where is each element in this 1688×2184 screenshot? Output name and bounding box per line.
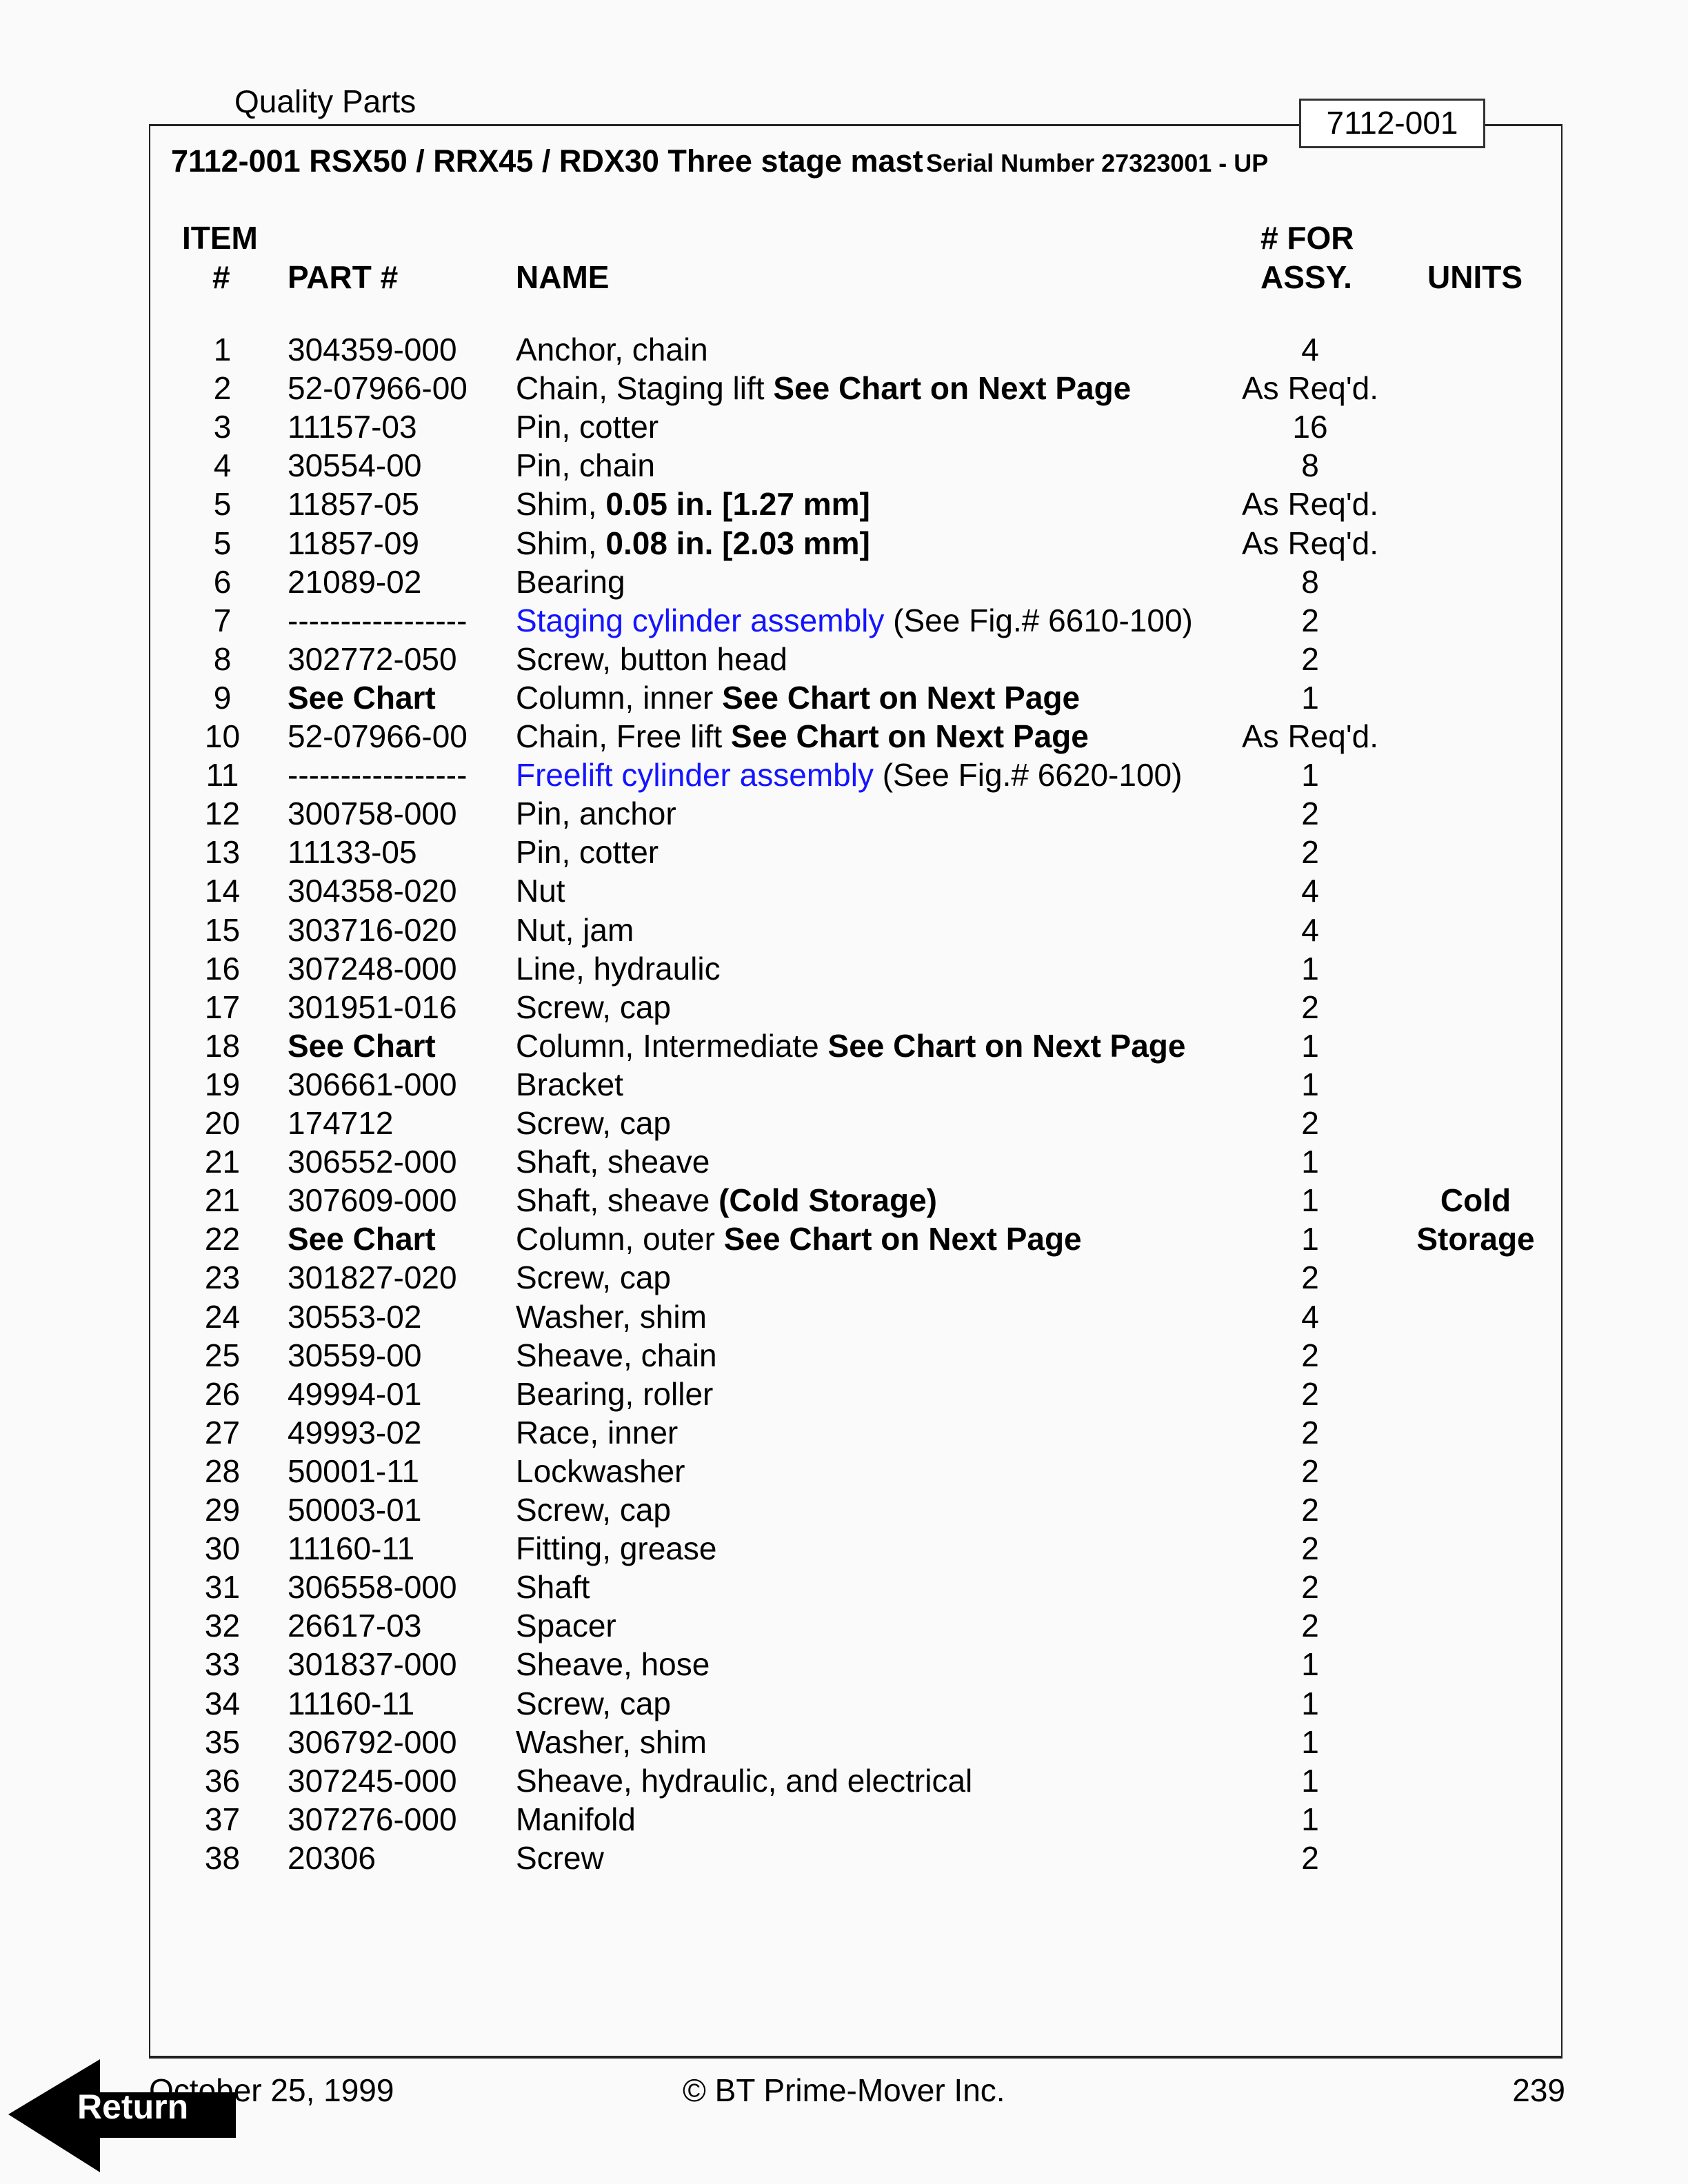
table-row — [0, 1298, 1688, 1337]
part-name-text: Line, hydraulic — [516, 950, 721, 987]
assembly-quantity: 2 — [1301, 1260, 1319, 1296]
table-row — [0, 331, 1688, 370]
part-number: 11857-09 — [288, 525, 419, 561]
assembly-quantity: 16 — [1292, 409, 1328, 445]
item-number: 15 — [204, 911, 241, 948]
assembly-quantity: 2 — [1301, 1105, 1319, 1141]
part-number: 302772-050 — [288, 640, 457, 677]
assembly-quantity: 2 — [1301, 640, 1319, 677]
part-number: 49994-01 — [288, 1375, 422, 1412]
part-name — [516, 331, 708, 368]
part-number: See Chart — [288, 679, 436, 716]
table-row — [0, 408, 1688, 447]
part-name-text: Lockwasher — [516, 1453, 685, 1489]
footer-date: October 25, 1999 — [149, 2072, 394, 2108]
item-number: 12 — [204, 796, 241, 832]
table-row — [0, 525, 1688, 563]
part-name — [516, 1762, 972, 1799]
part-name-text: Sheave, hose — [516, 1646, 710, 1683]
part-name — [516, 911, 634, 949]
table-row — [0, 640, 1688, 679]
part-name-text: (See Fig.# 6620-100) — [873, 757, 1183, 793]
col-item-line2: # — [212, 259, 230, 295]
item-number: 19 — [204, 1066, 241, 1102]
part-number: 30559-00 — [288, 1337, 422, 1373]
item-number: 14 — [204, 873, 241, 909]
return-button[interactable] — [7, 2058, 238, 2174]
part-name-text: Sheave, hydraulic, and electrical — [516, 1762, 973, 1799]
item-number: 32 — [204, 1608, 241, 1644]
part-name — [516, 563, 625, 600]
part-name-text: Screw, button head — [516, 640, 787, 677]
table-row — [0, 1220, 1688, 1259]
part-name — [516, 1530, 716, 1567]
table-row — [0, 1762, 1688, 1801]
part-name — [516, 1801, 636, 1838]
assembly-quantity: 4 — [1301, 873, 1319, 909]
part-name — [516, 602, 1193, 639]
assembly-quantity: As Req'd. — [1242, 525, 1378, 561]
part-number: 174712 — [288, 1105, 394, 1141]
part-number: 307248-000 — [288, 950, 457, 987]
part-name-text: Pin, chain — [516, 447, 656, 484]
assembly-quantity: 2 — [1301, 1569, 1319, 1606]
part-name — [516, 1337, 717, 1374]
title-main: 7112-001 RSX50 / RRX45 / RDX30 Three stage mast — [171, 143, 923, 179]
assembly-quantity: 2 — [1301, 834, 1319, 871]
part-name-text: Screw, cap — [516, 1685, 671, 1721]
table-row — [0, 679, 1688, 718]
return-label: Return — [77, 2087, 189, 2126]
assembly-quantity: 2 — [1301, 1530, 1319, 1567]
part-name-text: Sheave, chain — [516, 1337, 717, 1373]
table-row — [0, 1104, 1688, 1143]
part-name-text: Fitting, grease — [516, 1530, 717, 1567]
part-name-text: Screw, cap — [516, 989, 671, 1025]
item-number: 26 — [204, 1375, 241, 1412]
table-row — [0, 1337, 1688, 1375]
table-row — [0, 756, 1688, 795]
table-row — [0, 563, 1688, 602]
item-number: 6 — [213, 563, 232, 600]
assembly-quantity: 2 — [1301, 1492, 1319, 1528]
table-row — [0, 485, 1688, 524]
table-row — [0, 989, 1688, 1027]
part-name-text: Column, outer — [516, 1221, 724, 1257]
assembly-quantity: 2 — [1301, 602, 1319, 638]
table-row — [0, 1414, 1688, 1453]
col-qty-line1: # FOR — [1260, 220, 1354, 256]
item-number: 38 — [204, 1839, 241, 1876]
table-row — [0, 1646, 1688, 1684]
col-item-line1: ITEM — [182, 220, 258, 256]
part-name — [516, 679, 1080, 716]
assembly-quantity: 4 — [1301, 911, 1319, 948]
item-number: 30 — [204, 1530, 241, 1567]
item-number: 24 — [204, 1298, 241, 1335]
part-number: 306558-000 — [288, 1569, 457, 1606]
table-row — [0, 1375, 1688, 1414]
part-name — [516, 1220, 1082, 1257]
part-name-text: Pin, anchor — [516, 796, 676, 832]
item-number: 5 — [213, 486, 232, 523]
part-name — [516, 1453, 685, 1490]
part-name — [516, 872, 565, 909]
part-number: 304359-000 — [288, 332, 457, 367]
figure-number-box: 7112-001 — [1299, 99, 1485, 148]
part-name-text: Column, inner — [516, 679, 723, 716]
part-name-text: Screw, cap — [516, 1492, 671, 1528]
part-name — [516, 408, 659, 445]
part-name-text: Nut — [516, 873, 565, 909]
part-name-text: Column, Intermediate — [516, 1027, 828, 1064]
part-name-text: Washer, shim — [516, 1298, 707, 1335]
assembly-quantity: 1 — [1301, 1685, 1319, 1721]
part-number: 300758-000 — [288, 796, 457, 832]
item-number: 1 — [213, 332, 232, 367]
part-name — [516, 1104, 671, 1142]
figure-link[interactable]: Freelift cylinder assembly — [516, 757, 874, 793]
units: Storage — [1416, 1221, 1535, 1257]
item-number: 22 — [204, 1221, 241, 1257]
part-name-text: (See Fig.# 6610-100) — [884, 602, 1193, 638]
part-name — [516, 1839, 604, 1877]
item-number: 23 — [204, 1260, 241, 1296]
table-row — [0, 1723, 1688, 1762]
assembly-quantity: 2 — [1301, 796, 1319, 832]
part-name-text: Pin, cotter — [516, 834, 659, 871]
part-name-text: Screw — [516, 1839, 604, 1876]
assembly-quantity: 2 — [1301, 989, 1319, 1025]
table-row — [0, 872, 1688, 911]
item-number: 16 — [204, 950, 241, 987]
part-number: 30554-00 — [288, 447, 422, 484]
part-name — [516, 1491, 671, 1528]
part-name-note: See Chart on Next Page — [730, 718, 1089, 754]
serial-number: Serial Number 27323001 - UP — [926, 149, 1269, 177]
assembly-quantity: 1 — [1301, 757, 1319, 793]
item-number: 33 — [204, 1646, 241, 1683]
assembly-quantity: 2 — [1301, 1839, 1319, 1876]
assembly-quantity: 2 — [1301, 1414, 1319, 1450]
item-number: 7 — [213, 602, 232, 638]
part-name-text: Pin, cotter — [516, 409, 659, 445]
part-number: See Chart — [288, 1221, 436, 1257]
part-name — [516, 1182, 937, 1219]
assembly-quantity: 2 — [1301, 1608, 1319, 1644]
item-number: 2 — [213, 370, 232, 407]
part-number: See Chart — [288, 1027, 436, 1064]
table-row — [0, 602, 1688, 640]
assembly-quantity: 1 — [1301, 1182, 1319, 1219]
table-row — [0, 1143, 1688, 1182]
assembly-quantity: 1 — [1301, 1066, 1319, 1102]
part-name — [516, 447, 655, 484]
assembly-quantity: 8 — [1301, 563, 1319, 600]
page-title — [171, 143, 1268, 179]
part-name-note: See Chart on Next Page — [722, 679, 1081, 716]
assembly-quantity: 2 — [1301, 1453, 1319, 1489]
table-row — [0, 1801, 1688, 1839]
part-name — [516, 370, 1131, 407]
col-qty-line2: ASSY. — [1260, 259, 1352, 295]
part-name-text: Shaft, sheave — [516, 1182, 719, 1219]
part-name-note: See Chart on Next Page — [773, 370, 1132, 407]
col-part: PART # — [288, 259, 399, 295]
part-name — [516, 1375, 713, 1413]
table-row — [0, 1027, 1688, 1066]
assembly-quantity: 1 — [1301, 1801, 1319, 1837]
table-row — [0, 911, 1688, 950]
table-row — [0, 1568, 1688, 1607]
item-number: 3 — [213, 409, 232, 445]
table-row — [0, 950, 1688, 989]
table-row — [0, 1491, 1688, 1530]
item-number: 20 — [204, 1105, 241, 1141]
part-number: 50001-11 — [288, 1453, 419, 1489]
part-name — [516, 1027, 1185, 1064]
part-number: 307276-000 — [288, 1801, 457, 1837]
part-number: ----------------- — [288, 757, 468, 793]
item-number: 13 — [204, 834, 241, 871]
part-number: 20306 — [288, 1839, 376, 1876]
part-number: 11160-11 — [288, 1685, 415, 1721]
part-name — [516, 756, 1182, 793]
part-name-note: See Chart on Next Page — [827, 1027, 1186, 1064]
assembly-quantity: 1 — [1301, 679, 1319, 716]
part-name-text: Bearing — [516, 563, 625, 600]
assembly-quantity: As Req'd. — [1242, 718, 1378, 754]
part-number: 21089-02 — [288, 563, 422, 600]
part-name-note: See Chart on Next Page — [723, 1221, 1082, 1257]
part-number: 30553-02 — [288, 1298, 422, 1335]
part-number: 52-07966-00 — [288, 718, 468, 754]
item-number: 31 — [204, 1569, 241, 1606]
item-number: 17 — [204, 989, 241, 1025]
item-number: 28 — [204, 1453, 241, 1489]
assembly-quantity: 2 — [1301, 1337, 1319, 1373]
part-name-text: Anchor, chain — [516, 332, 708, 367]
part-number: 52-07966-00 — [288, 370, 468, 407]
item-number: 11 — [205, 757, 239, 793]
part-name-text: Race, inner — [516, 1414, 679, 1450]
part-name-text: Shaft, sheave — [516, 1144, 710, 1180]
item-number: 34 — [204, 1685, 241, 1721]
part-number: 307609-000 — [288, 1182, 457, 1219]
part-name-note: (Cold Storage) — [719, 1182, 937, 1219]
units: Cold — [1440, 1182, 1511, 1219]
table-row — [0, 370, 1688, 408]
part-name-text: Shim, — [516, 486, 606, 523]
part-name-text: Nut, jam — [516, 911, 634, 948]
part-name — [516, 1298, 707, 1335]
item-number: 4 — [213, 447, 232, 484]
part-name — [516, 485, 870, 523]
col-name: NAME — [516, 259, 610, 295]
part-name-text: Screw, cap — [516, 1260, 671, 1296]
part-number: ----------------- — [288, 602, 468, 638]
page-number: 239 — [1512, 2072, 1565, 2108]
table-row — [0, 1259, 1688, 1297]
table-row — [0, 1453, 1688, 1491]
item-number: 36 — [204, 1762, 241, 1799]
part-number: 11157-03 — [288, 409, 417, 445]
assembly-quantity: 2 — [1301, 1375, 1319, 1412]
part-name-text: Bracket — [516, 1066, 623, 1102]
part-name-text: Shim, — [516, 525, 606, 561]
part-name — [516, 1259, 671, 1296]
part-name — [516, 1685, 671, 1722]
item-number: 9 — [213, 679, 232, 716]
col-units: UNITS — [1427, 259, 1523, 295]
part-name — [516, 640, 787, 678]
part-number: 11160-11 — [288, 1530, 415, 1567]
part-name — [516, 1066, 623, 1103]
table-row — [0, 1607, 1688, 1646]
assembly-quantity: 4 — [1301, 1298, 1319, 1335]
part-name-text: Bearing, roller — [516, 1375, 714, 1412]
item-number: 37 — [204, 1801, 241, 1837]
part-number: 306661-000 — [288, 1066, 457, 1102]
part-name — [516, 718, 1089, 755]
table-row — [0, 795, 1688, 833]
item-number: 18 — [204, 1027, 241, 1064]
part-name-note: 0.08 in. [2.03 mm] — [605, 525, 870, 561]
part-name — [516, 1143, 710, 1180]
assembly-quantity: 1 — [1301, 1762, 1319, 1799]
part-name — [516, 795, 676, 832]
table-row — [0, 1839, 1688, 1878]
assembly-quantity: 1 — [1301, 1027, 1319, 1064]
part-name-text: Manifold — [516, 1801, 636, 1837]
assembly-quantity: 4 — [1301, 332, 1319, 367]
assembly-quantity: 1 — [1301, 950, 1319, 987]
part-number: 306792-000 — [288, 1723, 457, 1760]
part-name-text: Spacer — [516, 1608, 616, 1644]
item-number: 27 — [204, 1414, 241, 1450]
part-number: 50003-01 — [288, 1492, 422, 1528]
part-number: 303716-020 — [288, 911, 457, 948]
part-number: 301951-016 — [288, 989, 457, 1025]
figure-link[interactable]: Staging cylinder assembly — [516, 602, 885, 638]
table-row — [0, 1685, 1688, 1723]
part-number: 26617-03 — [288, 1608, 422, 1644]
item-number: 5 — [213, 525, 232, 561]
item-number: 8 — [213, 640, 232, 677]
table-row — [0, 447, 1688, 485]
assembly-quantity: 1 — [1301, 1646, 1319, 1683]
part-name-text: Chain, Staging lift — [516, 370, 774, 407]
part-number: 49993-02 — [288, 1414, 422, 1450]
table-row — [0, 718, 1688, 756]
assembly-quantity: 8 — [1301, 447, 1319, 484]
part-name-text: Shaft — [516, 1569, 590, 1606]
item-number: 35 — [204, 1723, 241, 1760]
part-name — [516, 1723, 707, 1761]
table-row — [0, 833, 1688, 872]
assembly-quantity: 1 — [1301, 1144, 1319, 1180]
assembly-quantity: As Req'd. — [1242, 486, 1378, 523]
part-name-text: Washer, shim — [516, 1723, 707, 1760]
item-number: 21 — [204, 1182, 241, 1219]
item-number: 29 — [204, 1492, 241, 1528]
part-number: 11857-05 — [288, 486, 419, 523]
part-name — [516, 950, 721, 987]
part-name-text: Screw, cap — [516, 1105, 671, 1141]
footer-copyright: © BT Prime-Mover Inc. — [683, 2072, 1005, 2108]
part-name — [516, 1646, 710, 1683]
part-number: 304358-020 — [288, 873, 457, 909]
part-name — [516, 1568, 590, 1606]
part-name-text: Chain, Free lift — [516, 718, 731, 754]
part-name-note: 0.05 in. [1.27 mm] — [605, 486, 870, 523]
part-number: 306552-000 — [288, 1144, 457, 1180]
part-name — [516, 1414, 678, 1451]
table-row — [0, 1066, 1688, 1104]
table-row — [0, 1182, 1688, 1220]
table-row — [0, 1530, 1688, 1568]
part-number: 301827-020 — [288, 1260, 457, 1296]
assembly-quantity: As Req'd. — [1242, 370, 1378, 407]
part-name — [516, 989, 671, 1026]
part-number: 307245-000 — [288, 1762, 457, 1799]
part-name — [516, 1607, 616, 1644]
part-name — [516, 525, 870, 562]
part-number: 11133-05 — [288, 834, 417, 871]
item-number: 25 — [204, 1337, 241, 1373]
part-name — [516, 833, 659, 871]
item-number: 21 — [204, 1144, 241, 1180]
section-label: Quality Parts — [234, 83, 416, 119]
assembly-quantity: 1 — [1301, 1221, 1319, 1257]
item-number: 10 — [204, 718, 241, 754]
part-number: 301837-000 — [288, 1646, 457, 1683]
assembly-quantity: 1 — [1301, 1723, 1319, 1760]
